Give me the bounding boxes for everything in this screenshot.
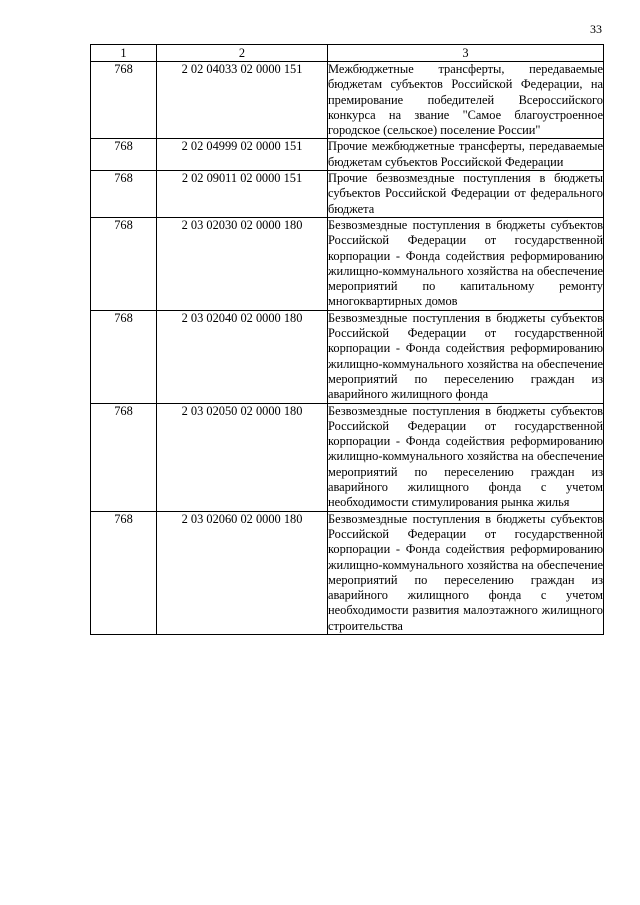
revenue-description-cell: Межбюджетные трансферты, передаваемые бюджетам субъектов Российской Федерации, на премирование победителей Всероссийского конкурса на звание "Самое благоустроенное городское (сельское) поселение России" (328, 62, 603, 138)
column-header-1: 1 (91, 45, 157, 62)
page-number: 33 (590, 22, 602, 36)
revenue-code-cell: 2 03 02060 02 0000 180 (157, 511, 328, 634)
revenue-code-cell: 2 02 04999 02 0000 151 (157, 139, 328, 171)
administrator-code-cell: 768 (91, 310, 157, 403)
revenue-code-cell: 2 02 04033 02 0000 151 (157, 62, 328, 139)
table-row (91, 403, 604, 511)
table-row (91, 217, 604, 310)
administrator-code-cell: 768 (91, 171, 157, 218)
revenue-code-cell: 2 03 02030 02 0000 180 (157, 217, 328, 310)
revenue-description-cell: Безвозмездные поступления в бюджеты субъектов Российской Федерации от государственной корпорации - Фонда содействия реформированию жилищно-коммунального хозяйства на обеспечение мероприятий по капитальному ремонту многоквартирных домов (328, 217, 603, 309)
revenue-code-cell: 2 02 09011 02 0000 151 (157, 171, 328, 218)
table-row (91, 511, 604, 634)
revenue-description-cell: Безвозмездные поступления в бюджеты субъектов Российской Федерации от государственной корпорации - Фонда содействия реформированию жилищно-коммунального хозяйства на обеспечение мероприятий по переселению граждан из аварийного жилищного фонда с учетом необходимости развития малоэтажного жилищного строительства (328, 511, 603, 633)
table-row (91, 310, 604, 403)
column-header-2: 2 (157, 45, 328, 62)
administrator-code-cell: 768 (91, 403, 157, 511)
administrator-code-cell: 768 (91, 217, 157, 310)
administrator-code-cell: 768 (91, 511, 157, 634)
revenue-description-cell: Безвозмездные поступления в бюджеты субъектов Российской Федерации от государственной корпорации - Фонда содействия реформированию жилищно-коммунального хозяйства на обеспечение мероприятий по переселению граждан из аварийного жилищного фонда (328, 310, 603, 402)
revenue-code-cell: 2 03 02040 02 0000 180 (157, 310, 328, 403)
administrator-code-cell: 768 (91, 139, 157, 171)
table-row (91, 171, 604, 218)
budget-revenue-table (90, 44, 604, 635)
revenue-code-cell: 2 03 02050 02 0000 180 (157, 403, 328, 511)
table-row (91, 62, 604, 139)
administrator-code-cell: 768 (91, 62, 157, 139)
revenue-description-cell: Прочие безвозмездные поступления в бюджеты субъектов Российской Федерации от федерального бюджета (328, 171, 603, 216)
table-row (91, 139, 604, 171)
revenue-description-cell: Безвозмездные поступления в бюджеты субъектов Российской Федерации от государственной корпорации - Фонда содействия реформированию жилищно-коммунального хозяйства на обеспечение мероприятий по переселению граждан из аварийного жилищного фонда с учетом необходимости стимулирования рынка жилья (328, 403, 603, 510)
column-header-3: 3 (328, 45, 604, 62)
revenue-description-cell: Прочие межбюджетные трансферты, передаваемые бюджетам субъектов Российской Федерации (328, 139, 603, 169)
column-number-header-row (91, 45, 604, 62)
